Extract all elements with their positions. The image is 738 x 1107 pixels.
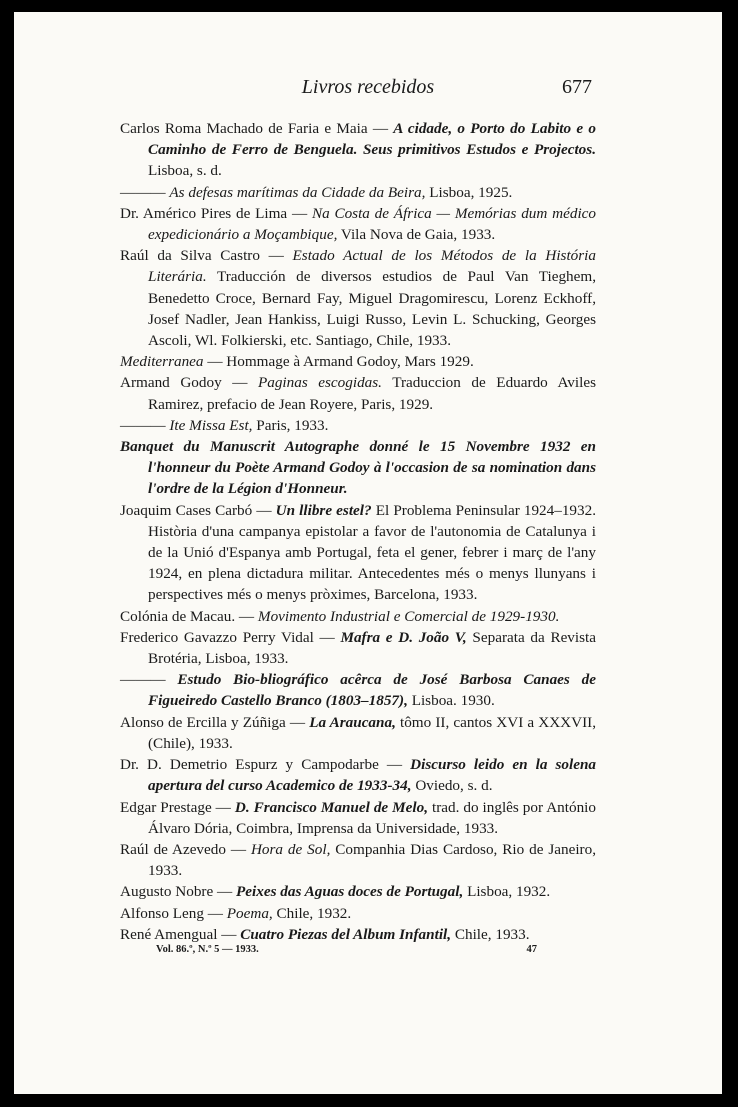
entry-author: ———	[120, 416, 170, 434]
entry-title: Banquet du Manuscrit Autographe donné le 15 Novembre 1932 en l'honneur du Poète Armand Godoy à l'occasion de sa nomination dans l'ordre de la Légion d'Honneur.	[120, 438, 596, 498]
list-item	[120, 754, 596, 796]
entry-details: Chile, 1933.	[451, 925, 530, 943]
list-item	[120, 627, 596, 669]
entry-title: Estudo Bio-bliográfico acêrca de José Barbosa Canaes de Figueiredo Castello Branco (1803–1857),	[148, 671, 596, 710]
entry-author: Alonso de Ercilla y Zúñiga —	[120, 713, 310, 731]
entry-details: Companhia Dias Cardoso, Rio de Janeiro, 1933.	[148, 840, 596, 880]
printer-signature-mark: 47	[526, 944, 537, 955]
entry-author: Raúl da Silva Castro —	[120, 247, 293, 265]
list-item	[120, 606, 596, 627]
entry-details: Lisboa. 1930.	[407, 692, 495, 710]
entry-title: D. Francisco Manuel de Melo,	[234, 798, 428, 816]
entry-author: Frederico Gavazzo Perry Vidal —	[120, 628, 341, 646]
list-item	[120, 415, 596, 436]
entry-title: Estado Actual de los Métodos de la História Literária.	[148, 247, 596, 286]
list-item	[120, 351, 596, 372]
entry-author: Armand Godoy —	[120, 374, 258, 392]
entry-author: Dr. D. Demetrio Espurz y Campodarbe —	[120, 756, 411, 774]
entry-title: La Araucana,	[309, 713, 396, 731]
volume-signature: Vol. 86.º, N.º 5 — 1933.	[156, 944, 259, 955]
entry-author: René Amengual —	[120, 925, 241, 943]
list-item	[120, 203, 596, 245]
entry-title: Ite Missa Est,	[169, 416, 253, 434]
list-item	[120, 182, 596, 203]
entry-author: Edgar Prestage —	[120, 798, 235, 816]
list-item	[120, 797, 596, 839]
entry-title: Movimento Industrial e Comercial de 1929-1930.	[257, 607, 560, 625]
entry-details: Separata da Revista Brotéria, Lisboa, 1933.	[148, 628, 596, 668]
entry-title: Poema,	[226, 904, 273, 922]
entry-author: Colónia de Macau. —	[120, 607, 258, 625]
list-item	[120, 903, 596, 924]
list-item	[120, 881, 596, 902]
entry-author: Alfonso Leng —	[120, 904, 227, 922]
page-footer	[156, 944, 537, 955]
list-item	[120, 372, 596, 414]
list-item	[120, 436, 596, 500]
entry-title: Mafra e D. João V,	[340, 628, 467, 646]
entry-title: Mediterranea	[120, 353, 204, 371]
entry-details: trad. do inglês por António Álvaro Dória, Coimbra, Imprensa da Universidade, 1933.	[148, 798, 596, 837]
list-item	[120, 118, 596, 182]
entry-details: Traduccion de Eduardo Aviles Ramirez, prefacio de Jean Royere, Paris, 1929.	[148, 374, 596, 413]
entry-author: ———	[120, 183, 170, 201]
entry-title: Na Costa de África — Memórias dum médico expedicionário a Moçambique,	[148, 204, 596, 244]
entry-title: Peixes das Aguas doces de Portugal,	[236, 883, 464, 901]
entry-author: Raúl de Azevedo —	[120, 840, 251, 858]
entry-author: Dr. Américo Pires de Lima —	[120, 204, 312, 222]
running-header-title: Livros recebidos	[301, 76, 435, 98]
entry-details: Paris, 1933.	[252, 416, 329, 434]
entry-author: Augusto Nobre —	[120, 883, 237, 901]
entry-title: As defesas marítimas da Cidade da Beira,	[169, 183, 426, 201]
entry-details: El Problema Peninsular 1924–1932. Història d'una campanya epistolar a favor de l'autonomia de Catalunya i de la Unió d'Espanya amb Portugal, feta el gener, febrer i març de l'any 1924, en plena dictadura militar. Antecedentes més o menys llunyans i perspectives més o menys pròximes, Barcelona, 1933.	[148, 501, 597, 604]
list-item	[120, 245, 596, 351]
entry-details: Chile, 1932.	[272, 904, 352, 922]
entry-title: A cidade, o Porto do Labito e o Caminho de Ferro de Benguela. Seus primitivos Estudos e Projectos.	[148, 120, 596, 159]
entry-title: Hora de Sol,	[250, 840, 331, 858]
book-list	[120, 118, 596, 945]
page-number: 677	[562, 76, 592, 98]
page	[14, 12, 722, 1094]
entry-details: Traducción de diversos estudios de Paul Van Tieghem, Benedetto Croce, Bernard Fay, Miguel Dragomirescu, Lorenz Eckhoff, Josef Nadler, Jean Hankiss, Luigi Russo, Levin L. Schucking, Georges Ascoli, Wl. Folkierski, etc. Santiago, Chile, 1933.	[148, 268, 596, 350]
entry-details: Lisboa, 1932.	[463, 883, 551, 901]
entry-details: Oviedo, s. d.	[411, 777, 493, 795]
list-item	[120, 669, 596, 711]
entry-title: Paginas escogidas.	[257, 374, 382, 392]
entry-author: Carlos Roma Machado de Faria e Maia —	[120, 120, 394, 137]
entry-details: Lisboa, 1925.	[425, 183, 513, 201]
list-item	[120, 839, 596, 881]
entry-details: Vila Nova de Gaia, 1933.	[337, 226, 496, 244]
entry-title: Un llibre estel?	[275, 501, 372, 519]
list-item	[120, 712, 596, 754]
entry-author: Joaquim Cases Carbó —	[120, 501, 276, 519]
entry-details: tômo II, cantos XVI a XXXVII, (Chile), 1933.	[148, 713, 597, 752]
list-item	[120, 924, 596, 945]
entry-title: Cuatro Piezas del Album Infantil,	[240, 925, 452, 943]
entry-title: Discurso leido en la solena apertura del curso Academico de 1933-34,	[148, 756, 597, 795]
list-item	[120, 500, 596, 606]
entry-details: Lisboa, s. d.	[148, 162, 222, 180]
entry-author: ———	[120, 671, 178, 689]
entry-details: — Hommage à Armand Godoy, Mars 1929.	[203, 353, 474, 371]
